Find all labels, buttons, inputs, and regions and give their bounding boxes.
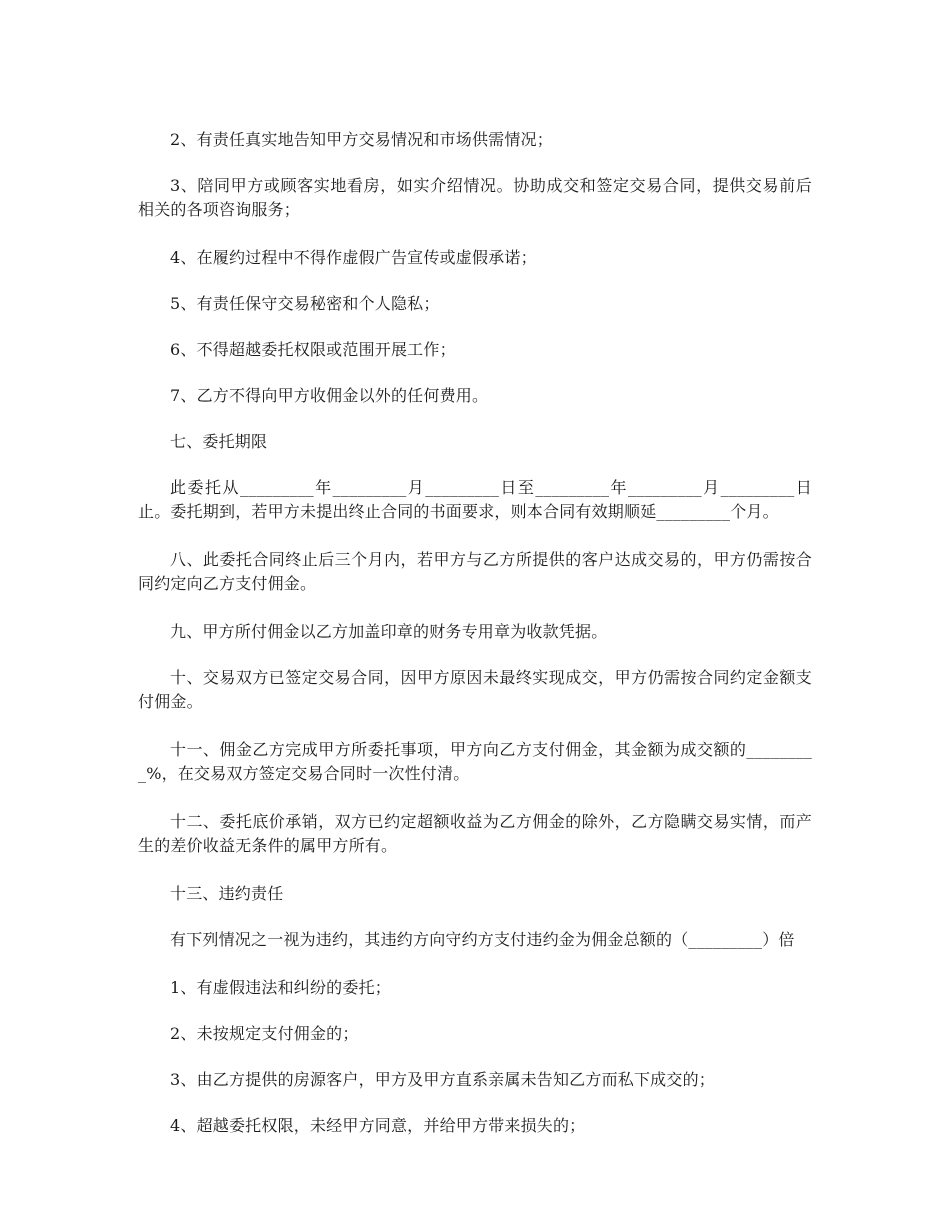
paragraph-duty-2: 2、有责任真实地告知甲方交易情况和市场供需情况； <box>170 130 553 149</box>
paragraph-section-10: 十、交易双方已签定交易合同，因甲方原因未最终实现成交，甲方仍需按合同约定金额支付佣金。 <box>138 668 812 711</box>
paragraph-section-12: 十二、委托底价承销，双方已约定超额收益为乙方佣金的除外，乙方隐瞒交易实情，而产生的差价收益无条件的属甲方所有。 <box>138 812 812 855</box>
paragraph-duty-4: 4、在履约过程中不得作虚假广告宣传或虚假承诺； <box>170 248 537 267</box>
paragraph-section-9: 九、甲方所付佣金以乙方加盖印章的财务专用章为收款凭据。 <box>170 622 608 641</box>
paragraph-duty-5: 5、有责任保守交易秘密和个人隐私； <box>170 294 440 313</box>
paragraph-section-11: 十一、佣金乙方完成甲方所委托事项，甲方向乙方支付佣金，其金额为成交额的_________%，在交易双方签定交易合同时一次性付清。 <box>138 740 812 783</box>
section-heading-breach: 十三、违约责任 <box>170 884 284 903</box>
paragraph-section-8: 八、此委托合同终止后三个月内，若甲方与乙方所提供的客户达成交易的，甲方仍需按合同约定向乙方支付佣金。 <box>138 550 812 593</box>
paragraph-breach-2: 2、未按规定支付佣金的； <box>170 1024 359 1043</box>
paragraph-breach-intro: 有下列情况之一视为违约，其违约方向守约方支付违约金为佣金总额的（_________）倍 <box>170 930 795 949</box>
paragraph-breach-4: 4、超越委托权限，未经甲方同意，并给甲方带来损失的； <box>170 1116 586 1135</box>
paragraph-term: 此委托从_________年_________月_________日至_________年_________月_________日止。委托期到，若甲方未提出终止合同的书面要求，则本合同有效期顺延_________个月。 <box>138 478 812 521</box>
paragraph-duty-7: 7、乙方不得向甲方收佣金以外的任何费用。 <box>170 386 489 405</box>
paragraph-breach-1: 1、有虚假违法和纠纷的委托； <box>170 978 391 997</box>
paragraph-duty-3: 3、陪同甲方或顾客实地看房，如实介绍情况。协助成交和签定交易合同，提供交易前后相关的各项咨询服务； <box>138 176 812 219</box>
section-heading-term: 七、委托期限 <box>170 432 268 451</box>
paragraph-duty-6: 6、不得超越委托权限或范围开展工作； <box>170 340 456 359</box>
paragraph-breach-3: 3、由乙方提供的房源客户，甲方及甲方直系亲属未告知乙方而私下成交的； <box>170 1070 715 1089</box>
